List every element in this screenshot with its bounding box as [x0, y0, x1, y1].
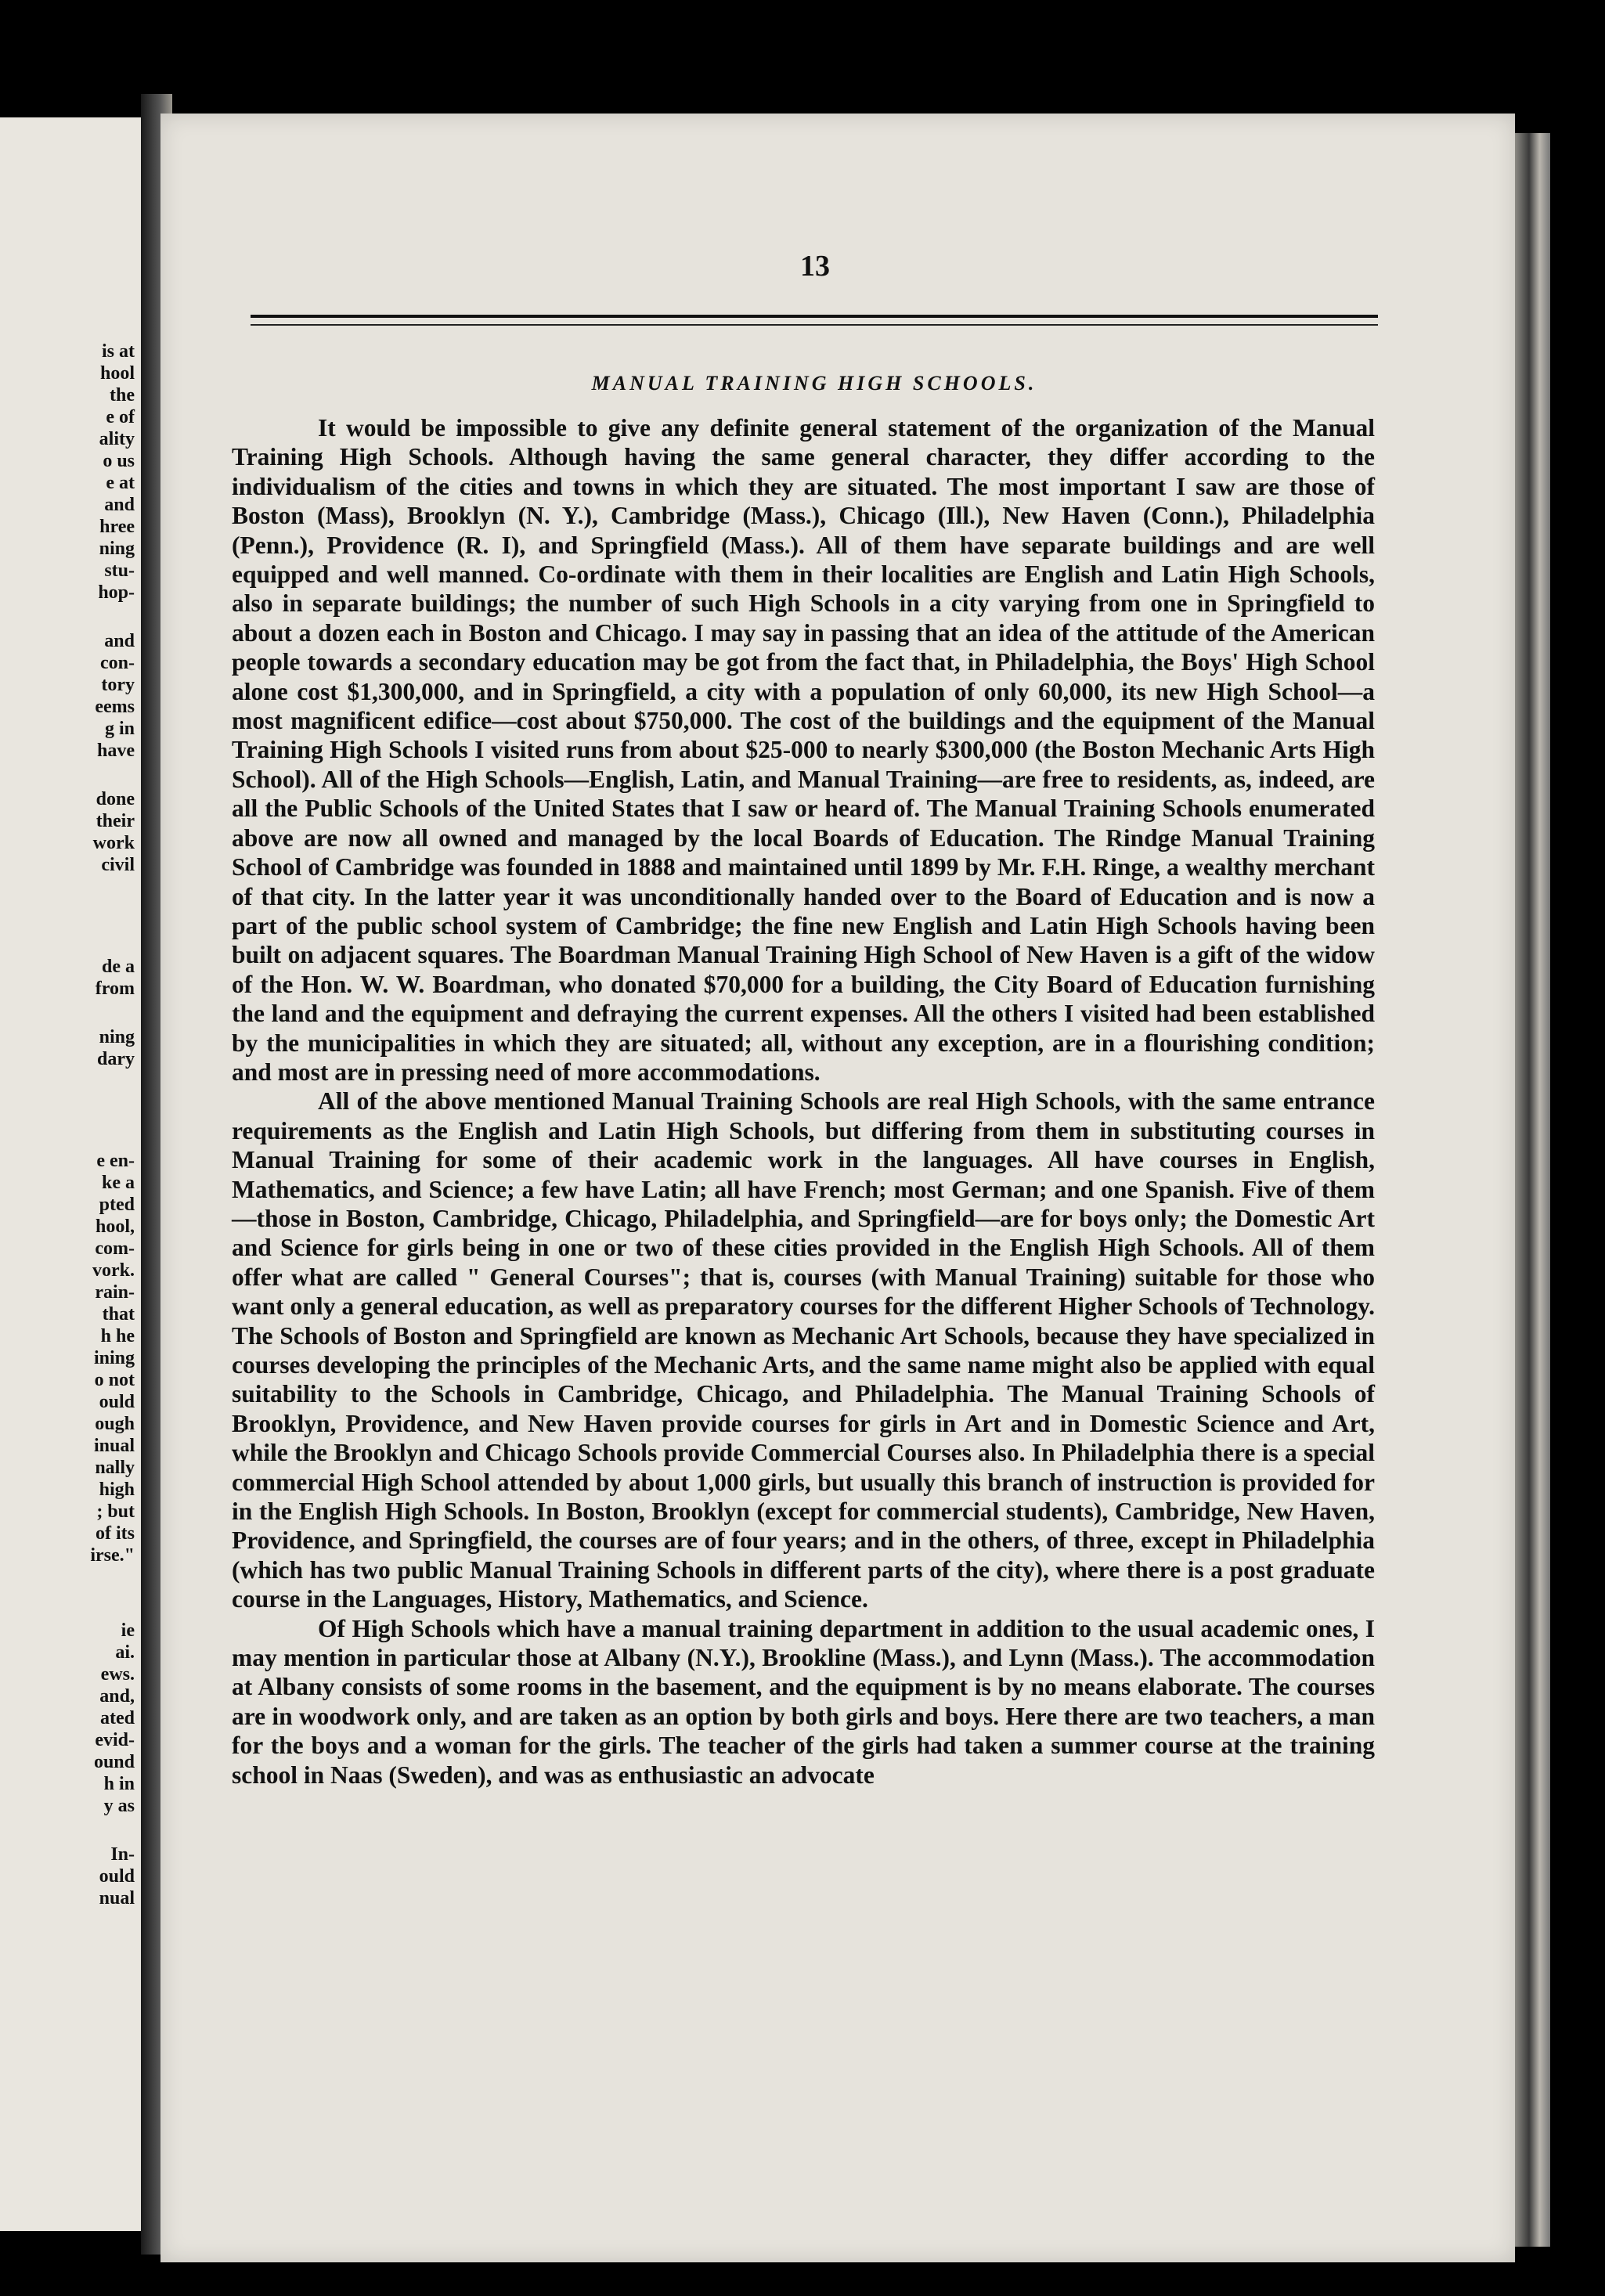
left-page-fragment: ould [99, 1392, 135, 1412]
paragraph: It would be impossible to give any definite general statement of the organization of the Manual Training High Schools. Although having the same general character, they differ according to the individualism of the cities and towns in which they are situated. The most important I saw are those of Boston (Mass), Brooklyn (N. Y.), Cambridge (Mass.), Chicago (Ill.), New Haven (Conn.), Philadelphia (Penn.), Providence (R. I), and Springfield (Mass.). All of them have separate buildings and are well equipped and well manned. Co-ordinate with them in their localities are English and Latin High Schools, also in separate buildings; the number of such High Schools in a city varying from one in Springfield to about a dozen each in Boston and Chicago. I may say in passing that an idea of the attitude of the American people towards a secondary education may be got from the fact that, in Philadelphia, the Boys' High School alone cost $1,300,000, and in Springfield, a city with a population of only 60,000, its new High School—a most magnificent edifice—cost about $750,000. The cost of the buildings and the equipment of the Manual Training High Schools I visited runs from about $25-000 to nearly $300,000 (the Boston Mechanic Arts High School). All of the High Schools—English, Latin, and Manual Training—are free to residents, as, indeed, are all the Public Schools of the United States that I saw or heard of. The Manual Training Schools enumerated above are now all owned and managed by the local Boards of Education. The Rindge Manual Training School of Cambridge was founded in 1888 and maintained until 1899 by Mr. F.H. Ringe, a wealthy merchant of that city. In the latter year it was unconditionally handed over to the Board of Education and is now a part of the public school system of Cambridge; the fine new English and Latin High Schools having been built on adjacent squares. The Boardman Manual Training High School of New Haven is a gift of the widow of the Hon. W. W. Boardman, who donated $70,000 for a building, the City Board of Education furnishing the land and the equipment and defraying the current expenses. All the others I visited had been established by the municipalities in which they are situated; all, without any exception, are in a flourishing condition; and most are in pressing need of more accommodations. [232, 414, 1375, 1086]
left-page-fragment: stu- [104, 560, 135, 581]
left-page-fragment: is at [102, 341, 135, 362]
left-page-fragment: ound [93, 1752, 135, 1772]
left-page-fragment: ning [99, 1027, 135, 1047]
left-page-fragment: of its [96, 1523, 135, 1544]
left-page-fragment: In- [110, 1844, 135, 1865]
left-page-fragment: evid- [95, 1730, 135, 1750]
left-page-fragment: civil [101, 855, 135, 875]
left-page-fragment: ning [99, 539, 135, 559]
previous-page-edge [0, 117, 141, 2231]
left-page-fragment: nual [99, 1888, 135, 1909]
left-page-fragment: hool, [95, 1216, 135, 1237]
left-page-fragment: ated [100, 1708, 135, 1728]
left-page-fragment: con- [100, 653, 135, 673]
left-page-fragment: pted [99, 1195, 135, 1215]
left-page-fragment: the [110, 385, 135, 405]
left-page-fragment: g in [104, 719, 135, 739]
left-page-fragment: h in [103, 1774, 135, 1794]
left-page-fragment: ality [99, 429, 135, 449]
section-heading: MANUAL TRAINING HIGH SCHOOLS. [591, 372, 1037, 395]
left-page-fragment: ough [95, 1414, 135, 1434]
left-page-fragment: com- [95, 1238, 135, 1259]
left-page-fragment: e en- [96, 1151, 135, 1171]
left-page-fragment: hree [99, 517, 135, 537]
paragraph: All of the above mentioned Manual Training Schools are real High Schools, with the same entrance requirements as the English and Latin High Schools, but differing from them in substituting courses in Manual Training for some of their academic work in the languages. All have courses in English, Mathematics, and Science; a few have Latin; all have French; most German; and one Spanish. Five of them—those in Boston, Cambridge, Chicago, Philadelphia, and Springfield—are for boys only; the Domestic Art and Science for girls being in one or two of these cities provided in the English High Schools. All of them offer what are called " General Courses"; that is, courses (with Manual Training) suitable for those who want only a general education, as well as preparatory courses for the different Higher Schools of Technology. The Schools of Boston and Springfield are known as Mechanic Art Schools, because they have specialized in courses developing the principles of the Mechanic Arts, and the same name might also be applied with equal suitability to the Schools in Cambridge, Chicago, and Philadelphia. The Manual Training Schools of Brooklyn, Providence, and New Haven provide courses for girls in Art and in Domestic Science and Art, while the Brooklyn and Chicago Schools provide Commercial Courses also. In Philadelphia there is a special commercial High School attended by about 1,000 girls, but usually this branch of instruction is provided for in the English High Schools. In Boston, Brooklyn (except for commercial students), Cambridge, New Haven, Providence, and Springfield, the courses are of four years; and in the others, of three, except in Philadelphia (which has two public Manual Training Schools in different parts of the city), where there is a post graduate course in the Languages, History, Mathematics, and Science. [232, 1087, 1375, 1613]
header-rule-thin [251, 324, 1378, 326]
left-page-fragment: and [104, 495, 135, 515]
page-stack-edge [1515, 133, 1550, 2247]
left-page-fragment: eems [95, 697, 135, 717]
left-page-fragment: their [96, 811, 135, 831]
left-page-fragment: have [97, 741, 135, 761]
left-page-fragment: and, [99, 1686, 135, 1707]
left-page-fragment: ews. [100, 1664, 135, 1685]
left-page-fragment: tory [101, 675, 135, 695]
left-page-fragment: vork. [92, 1260, 135, 1281]
left-page-fragment: that [102, 1304, 135, 1325]
left-page-fragment: hool [99, 363, 135, 384]
left-page-fragment: hop- [98, 582, 135, 603]
left-page-fragment: done [96, 789, 135, 809]
left-page-fragment: ould [99, 1866, 135, 1887]
left-page-fragment: high [99, 1480, 135, 1500]
left-page-fragment: ; but [96, 1501, 135, 1522]
paragraph: Of High Schools which have a manual training department in addition to the usual academic ones, I may mention in particular those at Albany (N.Y.), Brookline (Mass.), and Lynn (Mass.). The accommodation at Albany consists of some rooms in the basement, and the equipment is by no means elaborate. The courses are in woodwork only, and are taken as an option by both girls and boys. Here there are two teachers, a man for the boys and a woman for the girls. The teacher of the girls had taken a summer course at the training school in Naas (Sweden), and was as enthusiastic an advocate [232, 1614, 1375, 1789]
left-page-fragment: e at [106, 473, 135, 493]
left-page-fragment: e of [106, 407, 135, 427]
left-page-fragment: dary [97, 1049, 135, 1069]
left-page-fragment: and [104, 631, 135, 651]
left-page-fragment: work [92, 833, 135, 853]
left-page-fragment: y as [103, 1796, 135, 1816]
left-page-fragment: nally [95, 1458, 135, 1478]
left-page-fragment: ining [93, 1348, 135, 1368]
left-page-fragment: h he [100, 1326, 135, 1346]
page-number: 13 [800, 250, 830, 283]
left-page-fragment: rain- [95, 1282, 135, 1303]
left-page-fragment: o us [103, 451, 135, 471]
left-page-fragment: o not [94, 1370, 135, 1390]
body-text [232, 413, 1375, 1790]
left-page-fragment: ai. [115, 1642, 135, 1663]
left-page-fragment: ke a [102, 1173, 135, 1193]
left-page-fragment: de a [102, 957, 135, 977]
left-page-fragment: from [95, 979, 135, 999]
left-page-fragment: ie [121, 1620, 135, 1641]
header-rule [251, 315, 1378, 318]
left-page-fragment: inual [93, 1436, 135, 1456]
left-page-fragment: irse." [90, 1545, 135, 1566]
